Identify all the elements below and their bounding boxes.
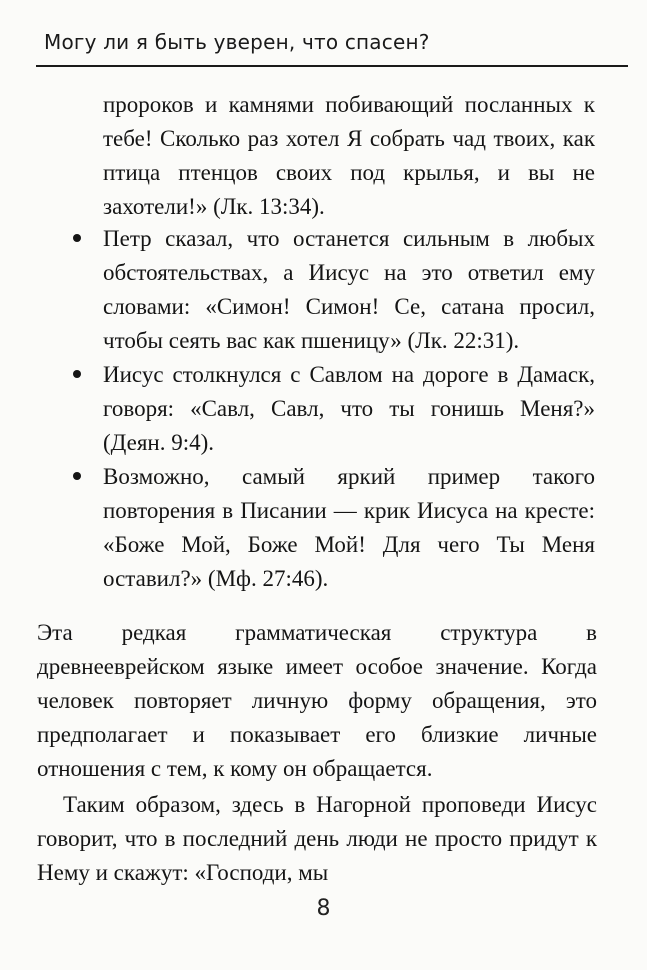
bullet-item: [63, 460, 595, 596]
bullet-item: [63, 358, 595, 460]
bullet-dot-icon: [73, 234, 81, 242]
bullet-text: Возможно, самый яркий пример такого повторения в Писании — крик Иисуса на кресте: «Боже Мой, Боже Мой! Для чего Ты Меня оставил?» (Мф. 27:46).: [103, 464, 595, 591]
header-divider: [36, 65, 628, 67]
bullet-list: [63, 222, 595, 596]
body-paragraph: Таким образом, здесь в Нагорной проповеди Иисус говорит, что в последний день люди не просто придут к Нему и скажут: «Господи, мы: [37, 792, 597, 885]
bullet-dot-icon: [73, 370, 81, 378]
bullet-dot-icon: [73, 472, 81, 480]
body-paragraph: Эта редкая грамматическая структура в древнееврейском языке имеет особое значение. Когда человек повторяет личную форму обращения, это предполагает и показывает его близкие личные отношения с тем, к кому он обращается.: [37, 620, 597, 781]
bullet-item: [63, 222, 595, 358]
bullet-text: Иисус столкнулся с Савлом на дороге в Дамаск, говоря: «Савл, Савл, что ты гонишь Меня?» (Деян. 9:4).: [103, 362, 595, 455]
running-header-title: Могу ли я быть уверен, что спасен?: [44, 30, 430, 54]
running-header: [36, 18, 628, 66]
continued-bullet-text: пророков и камнями побивающий посланных к тебе! Сколько раз хотел Я собрать чад твоих, как птица птенцов своих под крылья, и вы не захотели!» (Лк. 13:34).: [103, 92, 595, 219]
bullet-text: Петр сказал, что останется сильным в любых обстоятельствах, а Иисус на это ответил ему словами: «Симон! Симон! Се, сатана просил, чтобы сеять вас как пшеницу» (Лк. 22:31).: [103, 226, 595, 353]
page-number: 8: [316, 896, 331, 921]
